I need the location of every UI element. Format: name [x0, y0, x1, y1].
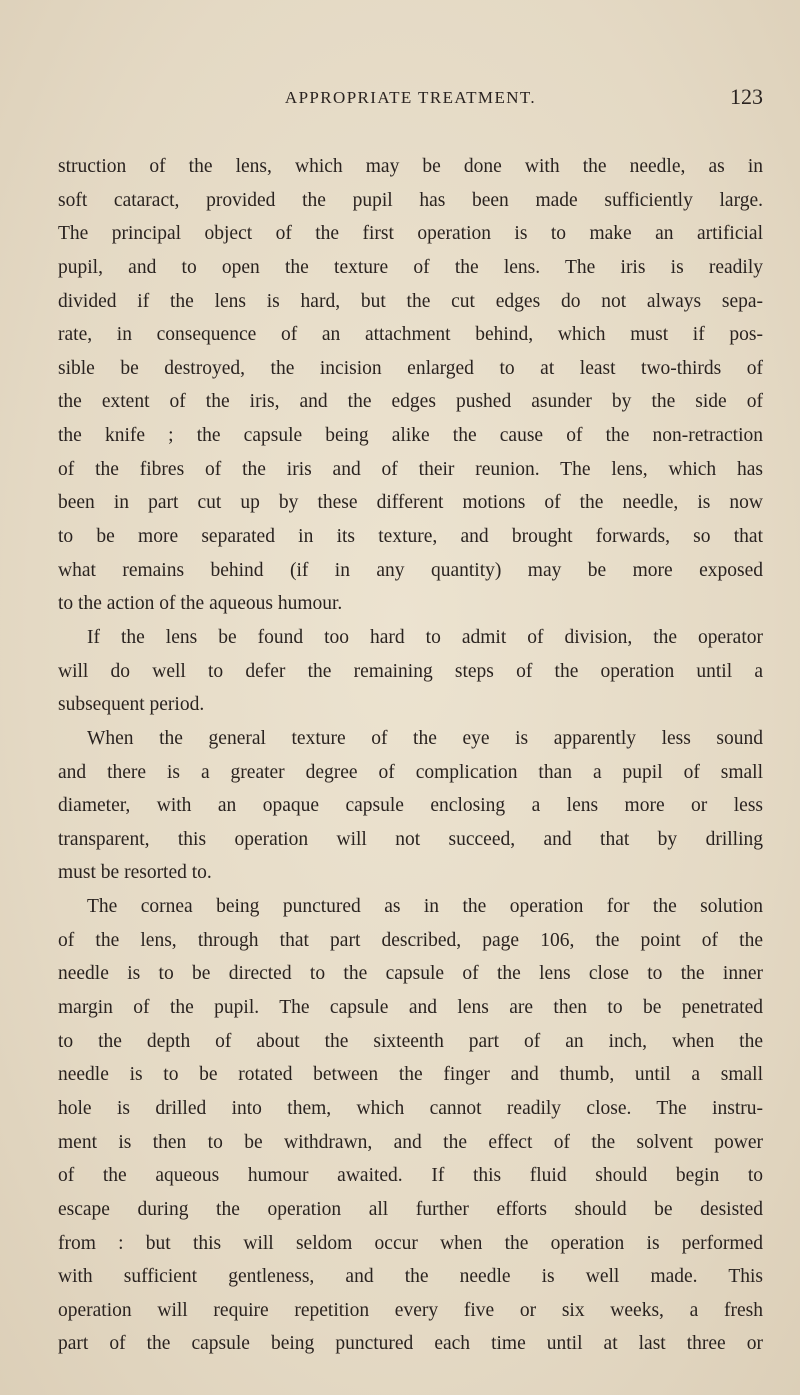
page-number: 123	[730, 84, 763, 109]
text-line: from : but this will seldom occur when the operation is performed	[58, 1232, 763, 1254]
paragraph-2	[58, 621, 763, 722]
text-line: must be resorted to.	[58, 862, 212, 884]
text-line: of the lens, through that part described, page 106, the point of the	[58, 929, 763, 951]
text-line: of the fibres of the iris and of their reunion. The lens, which has	[58, 458, 763, 480]
text-line: transparent, this operation will not succeed, and that by drilling	[58, 828, 763, 850]
text-line: to the depth of about the sixteenth part of an inch, when the	[58, 1030, 763, 1052]
text-line: been in part cut up by these different motions of the needle, is now	[58, 492, 763, 514]
text-line: with sufficient gentleness, and the needle is well made. This	[58, 1266, 763, 1288]
text-line: The principal object of the first operation is to make an artificial	[58, 223, 763, 245]
paragraph-3	[58, 722, 763, 890]
running-head	[58, 84, 763, 114]
text-line: needle is to be rotated between the finger and thumb, until a small	[58, 1064, 763, 1086]
text-line: pupil, and to open the texture of the lens. The iris is readily	[58, 256, 763, 278]
text-line: what remains behind (if in any quantity) may be more exposed	[58, 559, 763, 581]
text-line: struction of the lens, which may be done with the needle, as in	[58, 156, 763, 177]
text-line: The cornea being punctured as in the operation for the solution	[87, 896, 763, 918]
text-line: When the general texture of the eye is apparently less sound	[87, 727, 763, 749]
text-line: hole is drilled into them, which cannot readily close. The instru-	[58, 1097, 763, 1119]
text-line: of the aqueous humour awaited. If this fluid should begin to	[58, 1165, 763, 1187]
text-line: needle is to be directed to the capsule of the lens close to the inner	[58, 963, 763, 985]
body-text	[58, 150, 763, 1361]
text-line: part of the capsule being punctured each time until at last three or	[58, 1333, 763, 1355]
text-line: diameter, with an opaque capsule enclosing a lens more or less	[58, 795, 763, 817]
text-line: will do well to defer the remaining steps of the operation until a	[58, 660, 763, 682]
text-line: operation will require repetition every five or six weeks, a fresh	[58, 1299, 763, 1321]
text-line: sible be destroyed, the incision enlarged to at least two-thirds of	[58, 357, 763, 379]
text-line: to the action of the aqueous humour.	[58, 593, 343, 615]
running-title: APPROPRIATE TREATMENT.	[284, 88, 537, 107]
text-line: rate, in consequence of an attachment behind, which must if pos-	[58, 324, 763, 346]
text-line: to be more separated in its texture, and brought forwards, so that	[58, 526, 763, 548]
text-line: soft cataract, provided the pupil has been made sufficiently large.	[58, 189, 763, 211]
text-line: and there is a greater degree of complication than a pupil of small	[58, 761, 763, 783]
text-line: margin of the pupil. The capsule and lens are then to be penetrated	[58, 997, 763, 1019]
text-line: the extent of the iris, and the edges pushed asunder by the side of	[58, 391, 763, 413]
text-line: If the lens be found too hard to admit of division, the operator	[87, 626, 763, 648]
paragraph-1	[58, 150, 763, 621]
text-line: divided if the lens is hard, but the cut edges do not always sepa-	[58, 290, 763, 312]
paragraph-4	[58, 890, 763, 1361]
text-line: ment is then to be withdrawn, and the effect of the solvent power	[58, 1131, 763, 1153]
text-line: the knife ; the capsule being alike the cause of the non-retraction	[58, 425, 763, 447]
text-line: subsequent period.	[58, 694, 205, 716]
text-line: escape during the operation all further efforts should be desisted	[58, 1198, 763, 1220]
